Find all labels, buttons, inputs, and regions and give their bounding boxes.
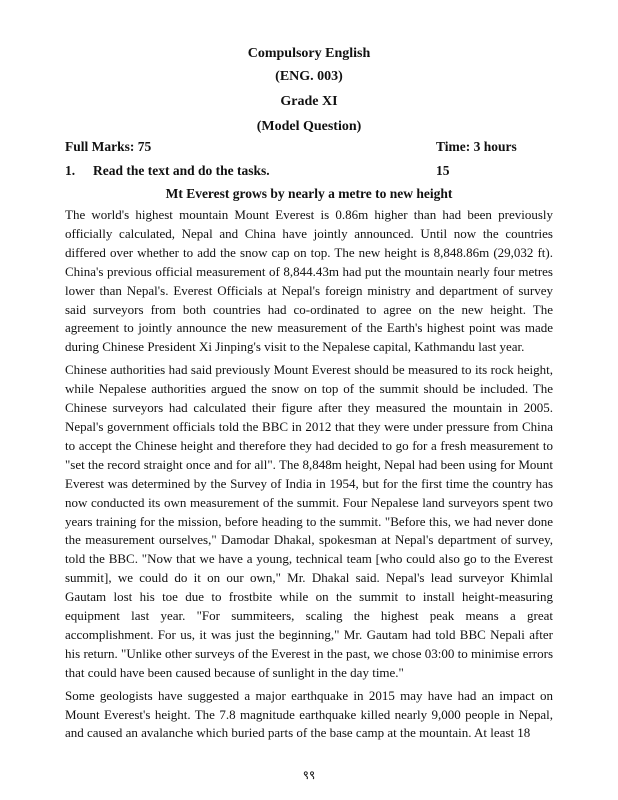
course-code: (ENG. 003) xyxy=(275,69,343,84)
page-number: ९९ xyxy=(302,768,316,782)
grade-label: Grade XI xyxy=(280,94,338,109)
course-title: Compulsory English xyxy=(247,46,371,61)
question-points: 15 xyxy=(436,163,450,178)
passage-body xyxy=(65,206,553,747)
exam-time: Time: 3 hours xyxy=(436,139,517,154)
question-number: 1. xyxy=(65,163,76,178)
question-instruction: Read the text and do the tasks. xyxy=(93,163,270,178)
question-header xyxy=(65,162,545,180)
passage-paragraph: Some geologists have suggested a major earthquake in 2015 may have had an impact on Mount Everest's height. The 7.8 magnitude earthquake killed nearly 9,000 people in Nepal, and caused an avalanche which buried parts of the base camp at the mountain. At least 18 xyxy=(65,687,553,741)
exam-type: (Model Question) xyxy=(256,119,362,134)
passage-title: Mt Everest grows by nearly a metre to new height xyxy=(165,186,453,201)
passage-paragraph: Chinese authorities had said previously Mount Everest should be measured to its rock height, while Nepalese authorities argued the snow on top of the summit should be included. The Chinese surveyors had calculated their figure after they measured the mountain in 2005. Nepal's government officials told the BBC in 2012 that they were under pressure from China to accept the Chinese height and therefore they had decided to go for a fresh measurement to "set the record straight once and for all". The 8,848m height, Nepal had been using for Mount Everest was determined by the Survey of India in 1954, but for the first time the country has now conducted its own measurement of the summit. Four Nepalese land surveyors spent two years training for the mission, before heading to the summit. "Before this, we had never done the measurement ourselves," Damodar Dhakal, spokesman at Nepal's department of survey, told the BBC. "Now that we have a young, technical team [who could also go to the Everest summit], we could do it on our own," Mr. Dhakal said. Nepal's lead surveyor Khimlal Gautam lost his toe due to frostbite while on the summit to install height-measuring equipment last year. "For summiteers, scaling the highest peak means a great accomplishment. For us, it was just the beginning," Mr. Gautam had told BBC Nepali after his return. "Unlike other surveys of the Everest in the past, we chose 03:00 to minimise errors that could have been caused because of sunlight in the day time." xyxy=(65,362,553,680)
exam-info-row xyxy=(65,138,545,156)
passage-paragraph: The world's highest mountain Mount Everest is 0.86m higher than had been previously officially calculated, Nepal and China have jointly announced. Until now the countries differed over whether to add the snow cap on top. The new height is 8,848.86m (29,032 ft). China's previous official measurement of 8,844.43m had put the mountain nearly four metres lower than Nepal's. Everest Officials at Nepal's foreign ministry and department of survey said surveyors from both countries had co-ordinated to agree on the new height. The agreement to jointly announce the new measurement of the Earth's highest point was made during Chinese President Xi Jinping's visit to the Nepalese capital, Kathmandu last year. xyxy=(65,207,553,355)
full-marks: Full Marks: 75 xyxy=(65,139,152,154)
